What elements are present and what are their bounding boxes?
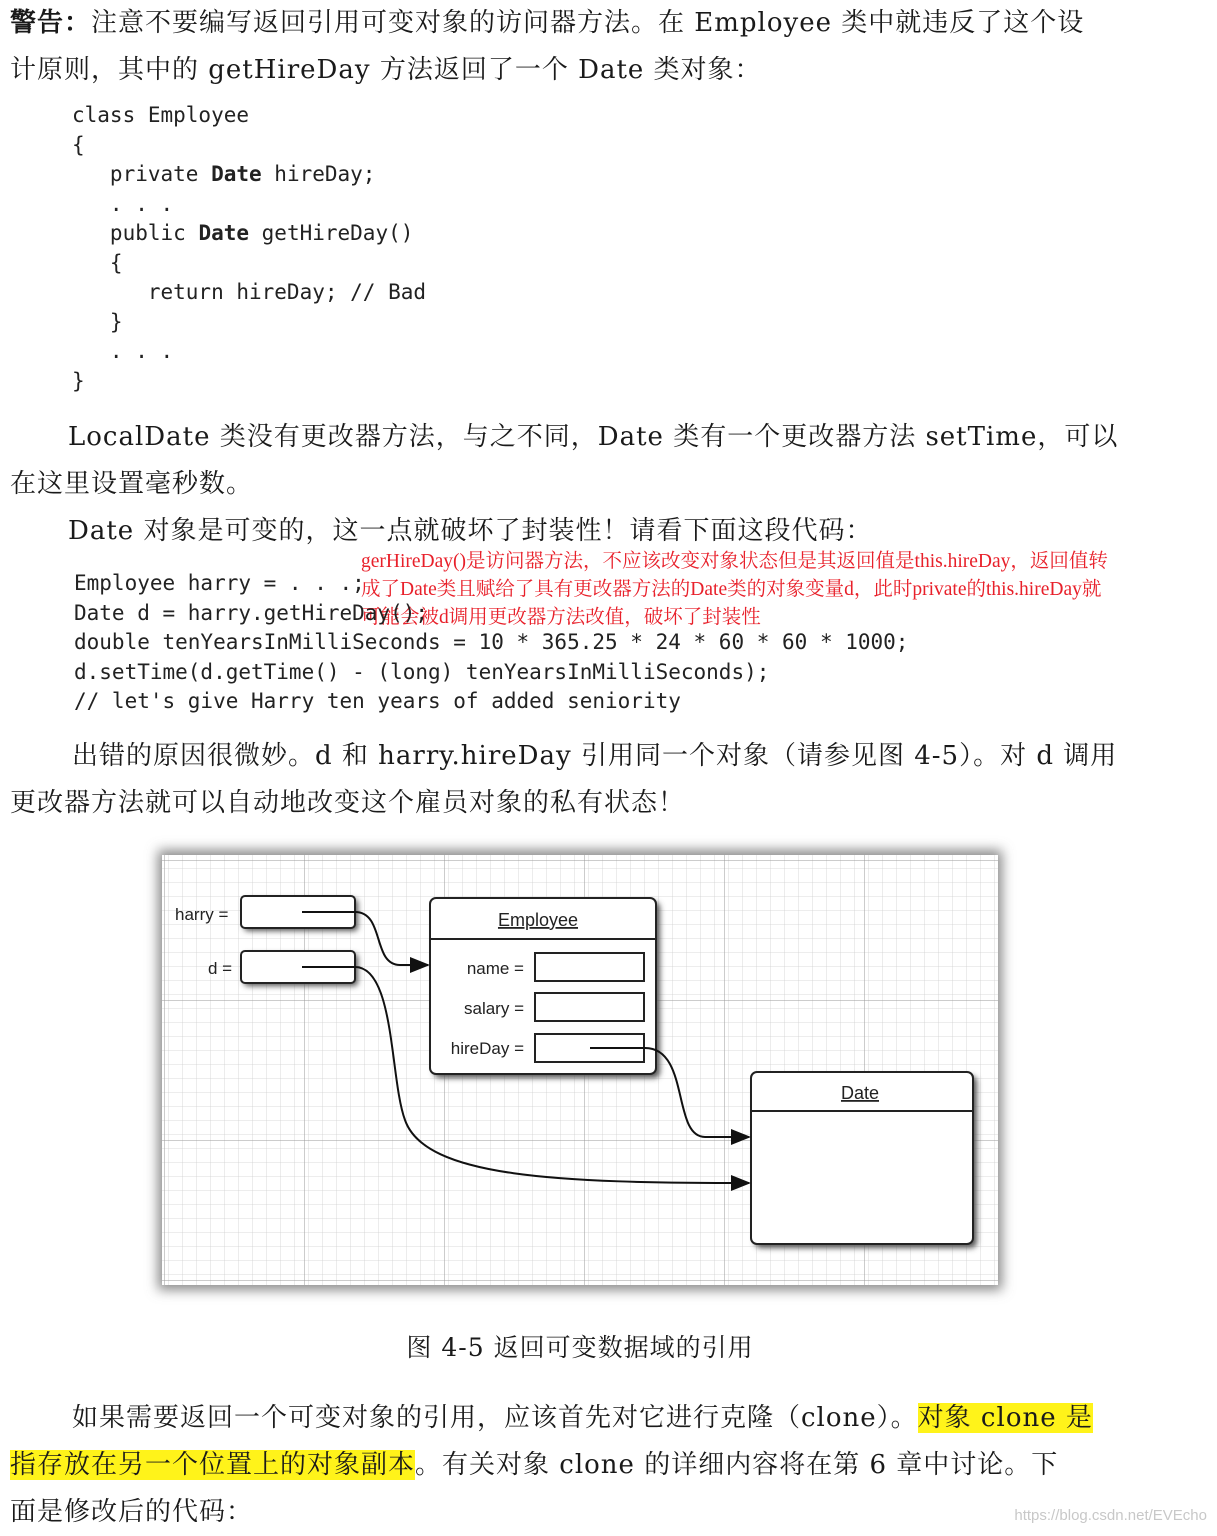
code-keyword: Date	[198, 221, 250, 245]
annotation-line-3: 可能会被d调用更改器方法改值，破坏了封装性	[361, 607, 761, 628]
annotation-line-2: 成了Date类且赋给了具有更改器方法的Date类的对象变量d，此时private的this.hireDay就	[361, 579, 1102, 600]
code-line: {	[72, 250, 123, 275]
warning-line-2: 计原则，其中的 getHireDay 方法返回了一个 Date 类对象：	[10, 55, 762, 85]
field-name-label: name =	[466, 959, 524, 978]
field-salary-box	[535, 993, 644, 1021]
watermark: https://blog.csdn.net/EVEcho	[1014, 1507, 1207, 1524]
code-line: Employee harry = . . .;	[74, 571, 365, 595]
code-line: return hireDay; // Bad	[72, 280, 427, 304]
code-token: private	[72, 162, 212, 186]
localdate-line-1: LocalDate 类没有更改器方法，与之不同，Date 类有一个更改器方法 setTime，可以	[68, 422, 1119, 452]
code-keyword: Date	[211, 162, 262, 186]
code-line: d.setTime(d.getTime() - (long) tenYearsInMilliSeconds);	[74, 659, 770, 684]
code-line: Date d = harry.getHireDay();	[74, 600, 429, 625]
code-token: public	[72, 221, 199, 245]
code-token: getHireDay()	[249, 221, 414, 245]
annotation-line-1: gerHireDay()是访问器方法，不应该改变对象状态但是其返回值是this.hireDay，返回值转	[361, 551, 1108, 572]
field-salary-label: salary =	[464, 999, 524, 1018]
code-line: double tenYearsInMilliSeconds = 10 * 365.25 * 24 * 60 * 60 * 1000;	[74, 630, 909, 654]
explanation-line-1: 出错的原因很微妙。d 和 harry.hireDay 引用同一个对象（请参见图 4-5）。对 d 调用	[72, 741, 1118, 771]
clone-line-3: 面是修改后的代码：	[10, 1497, 254, 1527]
clone-highlight-1: 对象 clone 是	[917, 1403, 1093, 1433]
clone-text-1: 如果需要返回一个可变对象的引用，应该首先对它进行克隆（clone）。	[72, 1403, 918, 1433]
code-line: }	[72, 368, 85, 393]
code-line: class Employee	[72, 103, 250, 127]
d-label: d =	[208, 959, 233, 978]
field-hireday-label: hireDay =	[450, 1039, 524, 1058]
warning-text-1: 注意不要编写返回引用可变对象的访问器方法。在 Employee 类中就违反了这个设	[91, 8, 1085, 38]
figure-caption: 图 4-5 返回可变数据域的引用	[406, 1333, 754, 1362]
code-line: }	[72, 309, 123, 334]
code-line: . . .	[72, 191, 174, 216]
field-name-box	[535, 953, 644, 981]
clone-highlight-2: 指存放在另一个位置上的对象副本	[10, 1450, 416, 1480]
code-line: . . .	[72, 339, 174, 363]
date-title: Date	[840, 1083, 880, 1103]
clone-text-2: 。有关对象 clone 的详细内容将在第 6 章中讨论。下	[415, 1450, 1059, 1480]
code-line: {	[72, 132, 85, 157]
code-line: // let's give Harry ten years of added seniority	[74, 689, 681, 713]
explanation-line-2: 更改器方法就可以自动地改变这个雇员对象的私有状态！	[10, 788, 686, 818]
employee-title: Employee	[497, 910, 579, 930]
clone-line-1	[10, 1395, 1210, 1442]
harry-label: harry =	[175, 905, 229, 924]
warning-label: 警告：	[10, 8, 92, 38]
code-token: hireDay;	[261, 162, 376, 186]
clone-line-2	[10, 1442, 1210, 1489]
localdate-line-2: 在这里设置毫秒数。	[10, 469, 254, 499]
date-mutable-paragraph: Date 对象是可变的，这一点就破坏了封装性！请看下面这段代码：	[68, 516, 873, 546]
